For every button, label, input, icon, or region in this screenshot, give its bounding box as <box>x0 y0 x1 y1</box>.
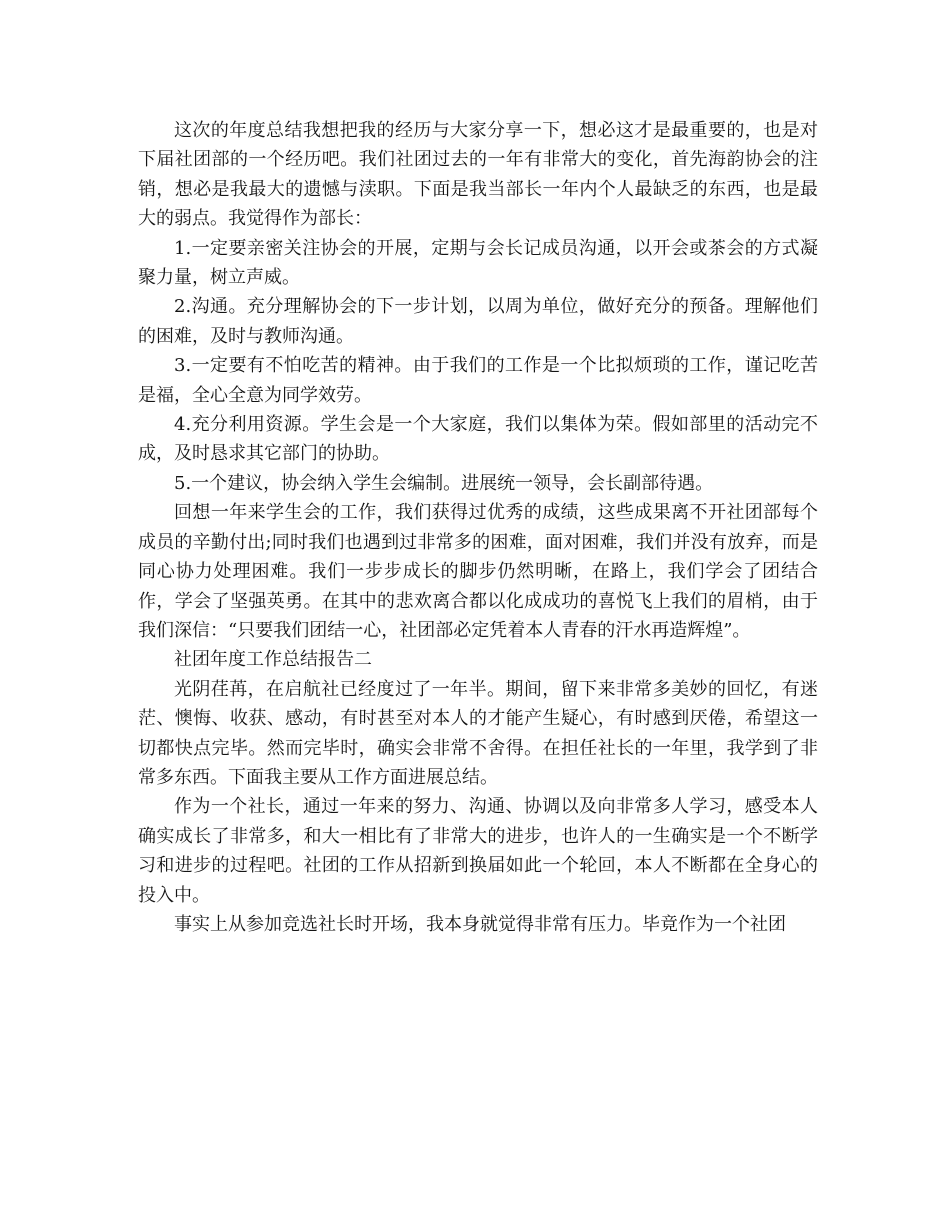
list-item-2: 2.沟通。充分理解协会的下一步计划，以周为单位，做好充分的预备。理解他们的困难，及时与教师沟通。 <box>138 296 818 347</box>
document-body <box>138 116 818 939</box>
paragraph-growth: 作为一个社长，通过一年来的努力、沟通、协调以及向非常多人学习，感受本人确实成长了非常多，和大一相比有了非常大的进步，也许人的一生确实是一个不断学习和进步的过程吧。社团的工作从招新到换届如此一个轮回，本人不断都在全身心的投入中。 <box>138 796 818 906</box>
list-item-5: 5.一个建议，协会纳入学生会编制。进展统一领导，会长副部待遇。 <box>174 472 714 494</box>
list-item-4: 4.充分利用资源。学生会是一个大家庭，我们以集体为荣。假如部里的活动完不成，及时恳求其它部门的协助。 <box>138 414 818 465</box>
list-item-3: 3.一定要有不怕吃苦的精神。由于我们的工作是一个比拟烦琐的工作，谨记吃苦是福，全心全意为同学效劳。 <box>138 355 818 406</box>
section-heading: 社团年度工作总结报告二 <box>174 649 372 671</box>
paragraph-intro: 这次的年度总结我想把我的经历与大家分享一下，想必这才是最重要的，也是对下届社团部的一个经历吧。我们社团过去的一年有非常大的变化，首先海韵协会的注销，想必是我最大的遗憾与渎职。下面是我当部长一年内个人最缺乏的东西，也是最大的弱点。我觉得作为部长： <box>138 120 818 230</box>
list-item-1: 1.一定要亲密关注协会的开展，定期与会长记成员沟通，以开会或茶会的方式凝聚力量，树立声威。 <box>138 237 818 289</box>
paragraph-time: 光阴荏苒，在启航社已经度过了一年半。期间，留下来非常多美妙的回忆，有迷茫、懊悔、收获、感动，有时甚至对本人的才能产生疑心，有时感到厌倦，希望这一切都快点完毕。然而完毕时，确实会非常不舍得。在担任社长的一年里，我学到了非常多东西。下面我主要从工作方面进展总结。 <box>138 678 818 788</box>
paragraph-review: 回想一年来学生会的工作，我们获得过优秀的成绩，这些成果离不开社团部每个成员的辛勤付出;同时我们也遇到过非常多的困难，面对困难，我们并没有放弃，而是同心协力处理困难。我们一步步成长的脚步仍然明晰，在路上，我们学会了团结合作，学会了坚强英勇。在其中的悲欢离合都以化成成功的喜悦飞上我们的眉梢，由于我们深信：“只要我们团结一心，社团部必定凭着本人青春的汗水再造辉煌”。 <box>138 502 818 641</box>
paragraph-pressure: 事实上从参加竞选社长时开场，我本身就觉得非常有压力。毕竟作为一个社团 <box>174 913 786 935</box>
